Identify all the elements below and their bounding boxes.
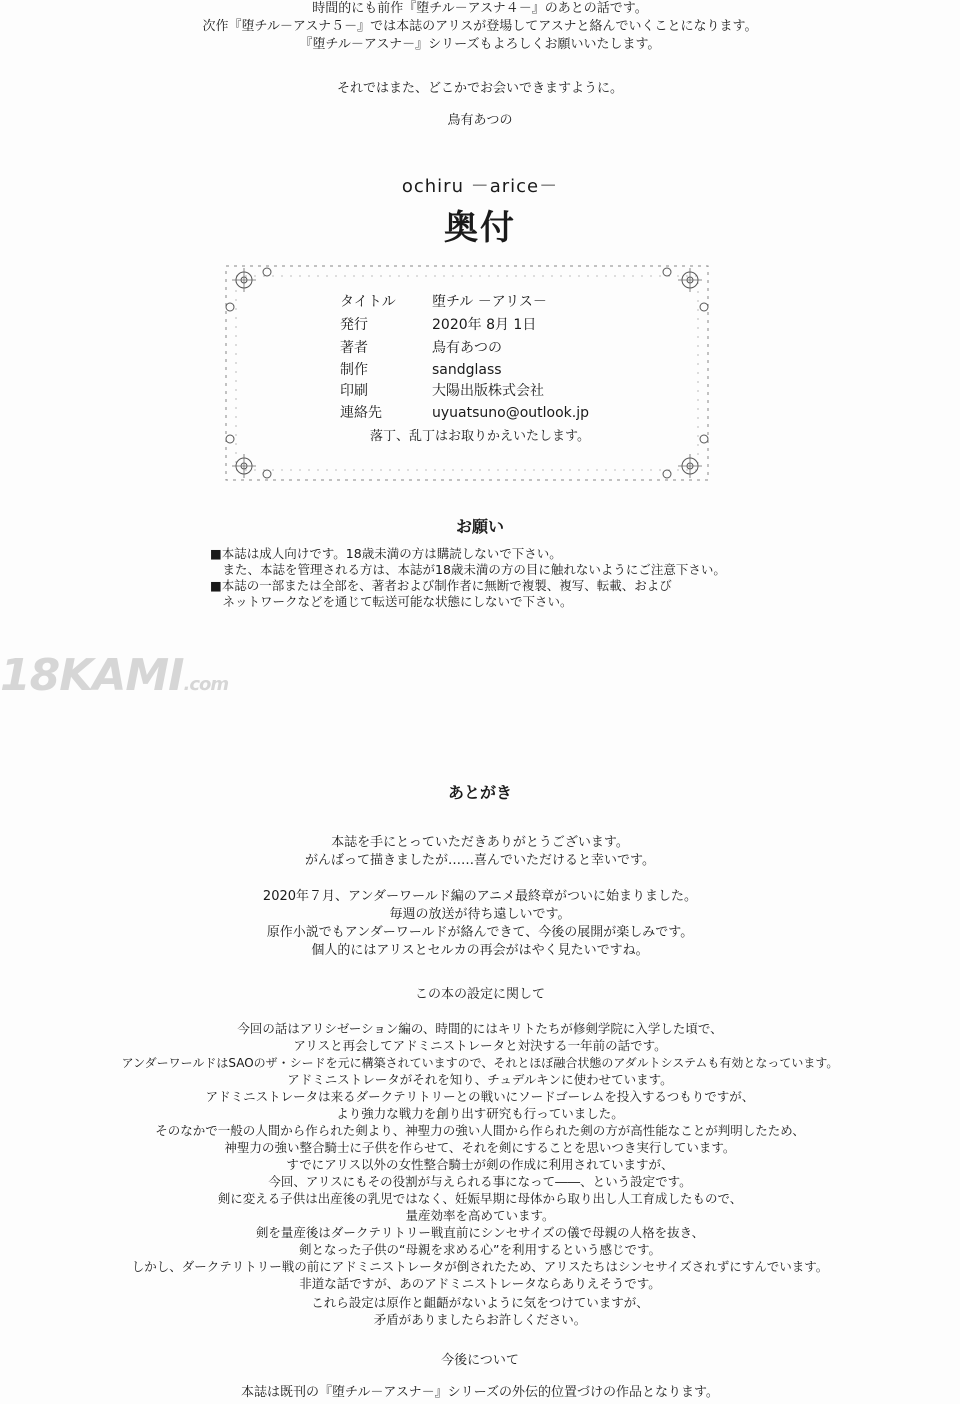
colophon-title: 奥付: [444, 208, 516, 248]
intro-line-2: 次作『堕チル－アスナ５－』では本誌のアリスが登場してアスナと絡んでいくことになります。: [202, 19, 758, 34]
info-value: 大陽出版株式会社: [432, 383, 544, 399]
afterword-line: 原作小説でもアンダーワールドが絡んできて、今後の展開が楽しみです。: [266, 925, 694, 940]
settings-line: 剣に変える子供は出産後の乳児ではなく、妊娠早期に母体から取り出し人工育成したもので、: [217, 1191, 743, 1206]
settings-line: しかし、ダークテリトリー戦の前にアドミニストレータが倒されたため、アリスたちはシンセサイズされずにすんでいます。: [131, 1259, 829, 1274]
request-line: ■本誌の一部または全部を、著者および制作者に無断で複製、複写、転載、および: [210, 578, 672, 593]
request-line: ネットワークなどを通じて転送可能な状態にしないで下さい。: [210, 594, 573, 609]
afterword-line: がんばって描きましたが……喜んでいただけると幸いです。: [305, 853, 655, 868]
info-value: uyuatsuno@outlook.jp: [432, 405, 589, 421]
request-notice: [210, 546, 730, 610]
info-key: 発行: [340, 317, 368, 333]
settings-line: アドミニストレータは来るダークテリトリーとの戦いにソードゴーレムを投入するつもりですが、: [205, 1089, 755, 1104]
settings-line: 神聖力の強い整合騎士に子供を作らせて、それを剣にすることを思いつき実行しています。: [224, 1140, 736, 1155]
settings-line: 今回、アリスにもその役割が与えられる事になって――、という設定です。: [268, 1174, 692, 1189]
settings-line: 非道な話ですが、あのアドミニストレータならありえそうです。: [299, 1276, 661, 1291]
author-signature: 鳥有あつの: [447, 113, 513, 128]
future-heading: 今後について: [441, 1353, 519, 1368]
info-value: sandglass: [432, 362, 502, 378]
settings-line: より強力な戦力を創り出す研究も行っていました。: [336, 1106, 624, 1121]
settings-heading: この本の設定に関して: [414, 987, 545, 1002]
request-heading: お願い: [455, 517, 504, 536]
colophon-subtitle: ochiru －arice－: [401, 176, 559, 197]
info-value: 鳥有あつの: [432, 340, 502, 356]
info-key: 連絡先: [340, 405, 382, 421]
settings-line: アリスと再会してアドミニストレータと対決する一年前の話です。: [293, 1038, 667, 1053]
future-line: 本誌は既刊の『堕チル－アスナ－』シリーズの外伝的位置づけの作品となります。: [241, 1385, 719, 1400]
settings-line: すでにアリス以外の女性整合騎士が剣の作成に利用されていますが、: [286, 1157, 674, 1172]
intro-line-3: 『堕チル－アスナ－』シリーズもよろしくお願いいたします。: [299, 37, 661, 52]
info-key: 著者: [340, 340, 368, 356]
afterword-line: 毎週の放送が待ち遠しいです。: [389, 907, 571, 922]
info-key: タイトル: [340, 294, 396, 310]
watermark-logo: [0, 650, 228, 701]
afterword-line: 本誌を手にとっていただきありがとうございます。: [331, 835, 629, 850]
afterword-line: 2020年７月、アンダーワールド編のアニメ最終章がついに始まりました。: [262, 889, 698, 904]
info-key: 制作: [340, 362, 368, 378]
settings-line: 剣を量産後はダークテリトリー戦直前にシンセサイズの儀で母親の人格を抜き、: [255, 1225, 705, 1240]
farewell-text: それではまた、どこかでお会いできますように。: [336, 81, 623, 96]
settings-line: 剣となった子供の“母親を求める心”を利用するという感じです。: [299, 1242, 661, 1257]
intro-line-1: 時間的にも前作『堕チル－アスナ４－』のあとの話です。: [312, 1, 648, 16]
settings-line: アドミニストレータがそれを知り、チュデルキンに使わせています。: [287, 1072, 673, 1087]
afterword-heading: あとがき: [447, 783, 512, 802]
settings-line: これら設定は原作と齟齬がないように気をつけていますが、: [311, 1295, 649, 1310]
settings-line: 今回の話はアリシゼーション編の、時間的にはキリトたちが修剣学院に入学した頃で、: [237, 1021, 723, 1036]
settings-line: 矛盾がありましたらお許しください。: [373, 1312, 587, 1327]
settings-line: そのなかで一般の人間から作られた剣より、神聖力の強い人間から作られた剣の方が高性能なことが判明したため、: [155, 1123, 805, 1138]
request-line: ■本誌は成人向けです。18歳未満の方は購読しないで下さい。: [210, 546, 562, 561]
info-key: 印刷: [340, 383, 368, 399]
settings-line: アンダーワールドはSAOのザ・シードを元に構築されていますので、それとほぼ融合状態のアダルトシステムも有効となっています。: [121, 1056, 839, 1070]
colophon-note: 落丁、乱丁はお取りかえいたします。: [370, 429, 590, 444]
info-value: 堕チル －アリス－: [432, 294, 547, 310]
request-line: また、本誌を管理される方は、本誌が18歳未満の方の目に触れないようにご注意下さい。: [210, 562, 726, 577]
info-value: 2020年 8月 1日: [432, 317, 537, 333]
settings-line: 量産効率を高めています。: [405, 1208, 555, 1223]
watermark-main: 18KAMI: [0, 650, 184, 701]
afterword-line: 個人的にはアリスとセルカの再会がはやく見たいですね。: [311, 943, 649, 958]
watermark-suffix: .com: [183, 674, 229, 695]
